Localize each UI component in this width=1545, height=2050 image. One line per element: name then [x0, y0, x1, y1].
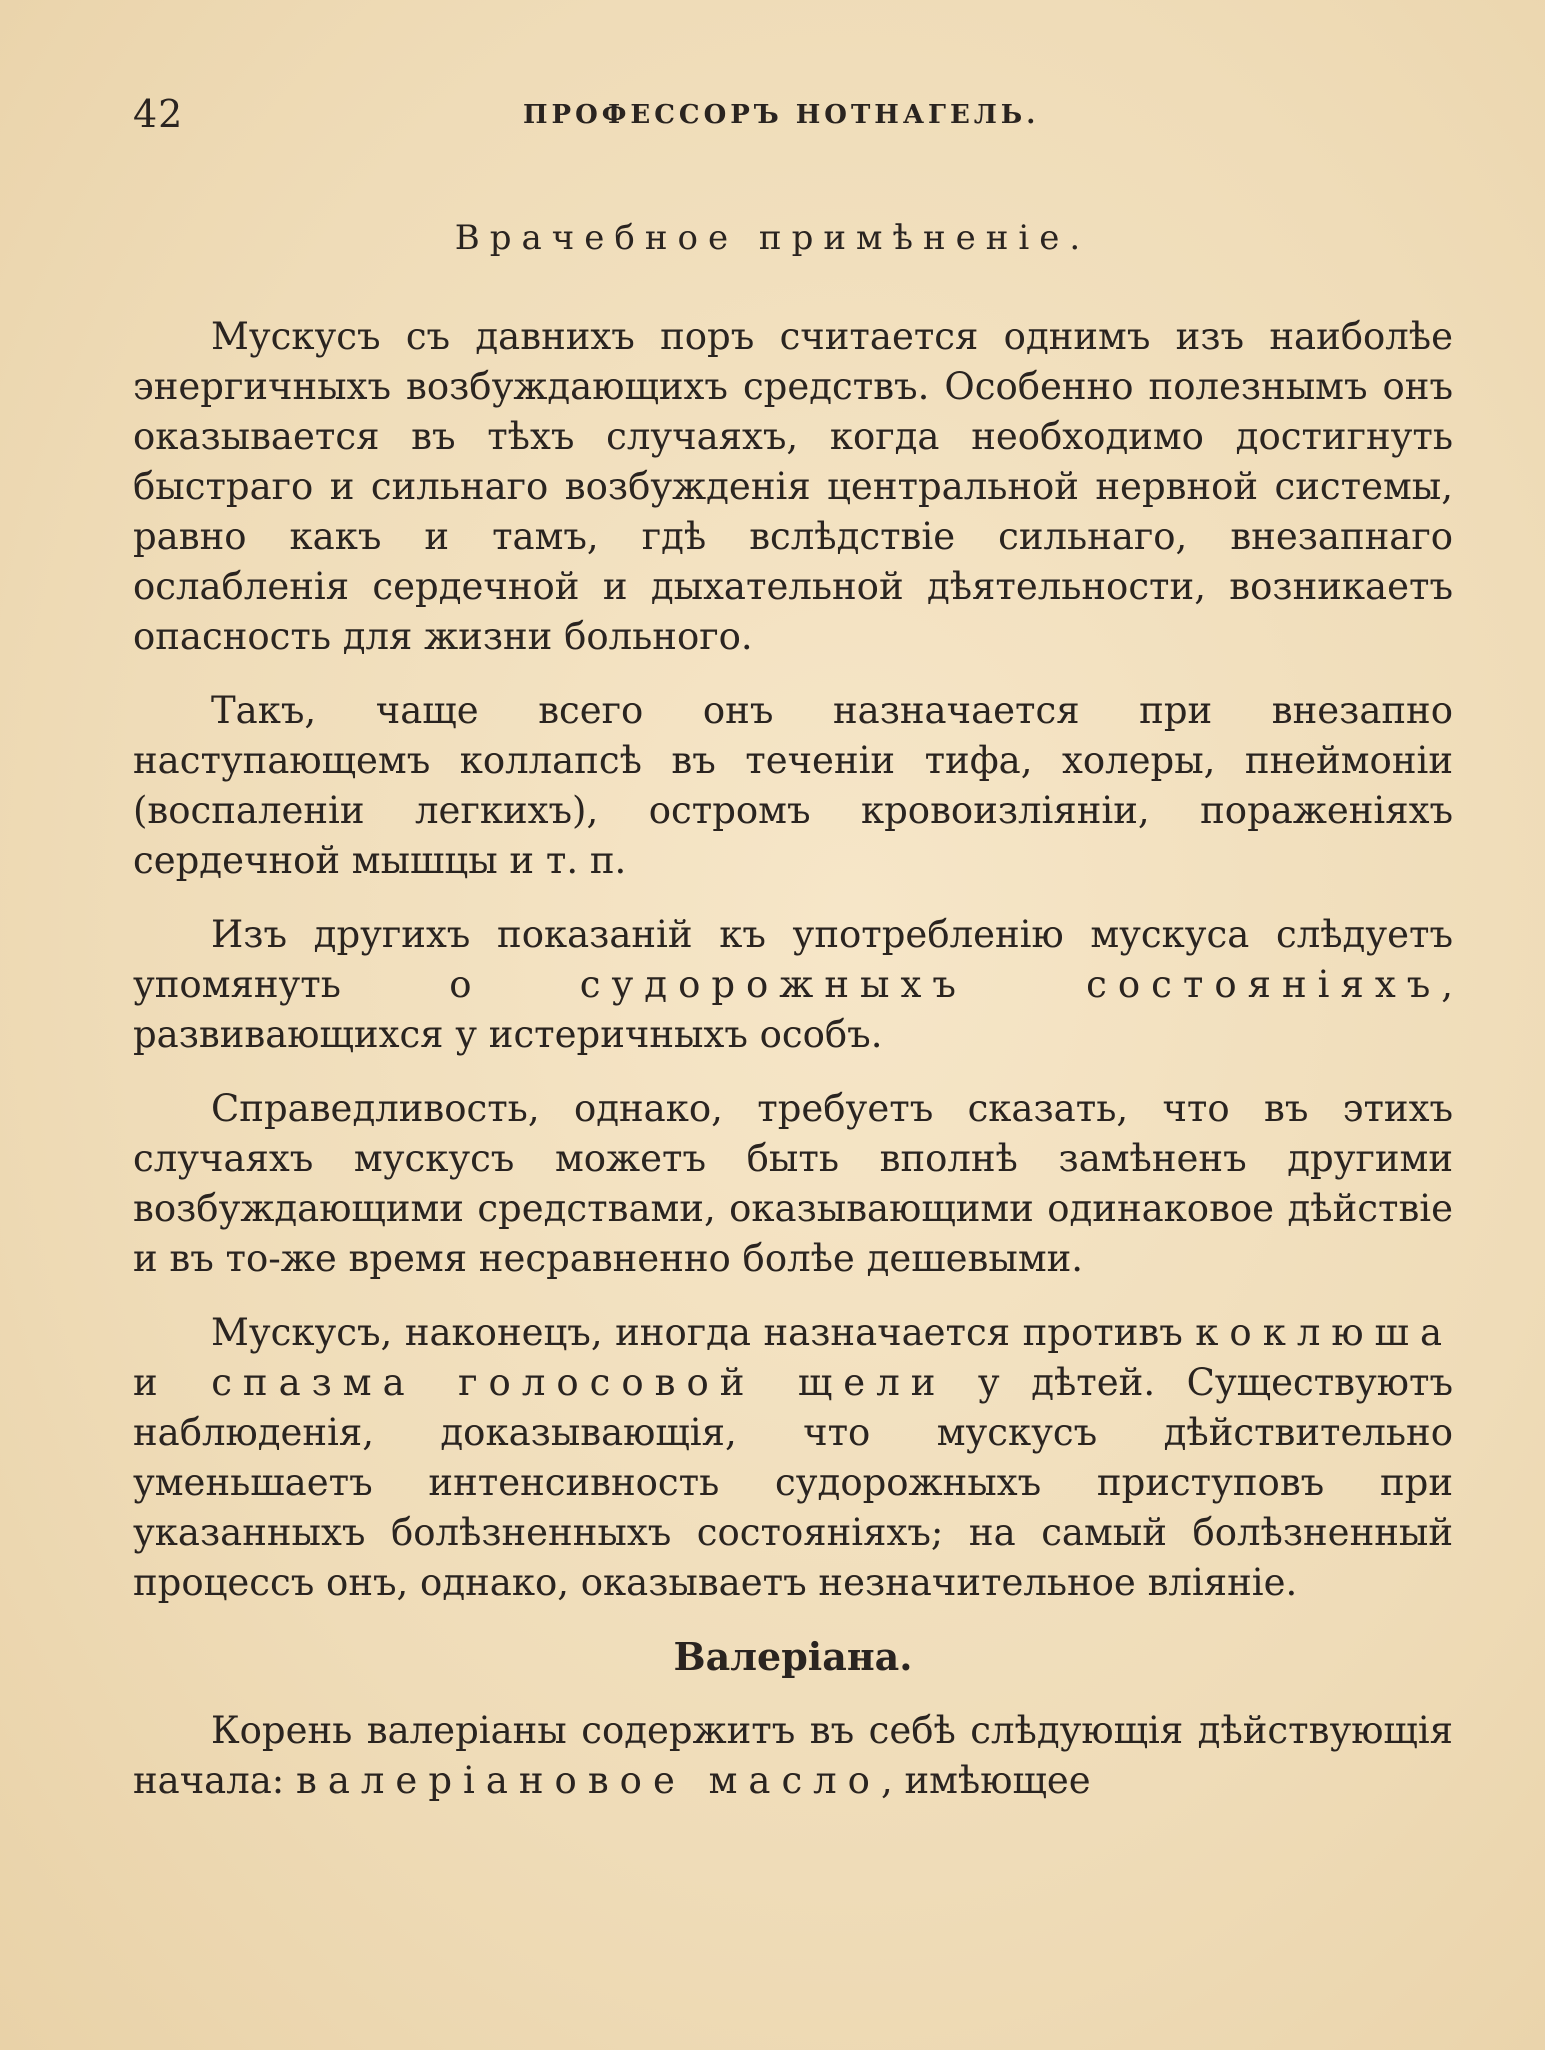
paragraph-1: Мускусъ съ давнихъ поръ считается однимъ изъ наиболѣе энергичныхъ возбуждающихъ средствъ. Особенно полезнымъ онъ оказывается въ тѣхъ случаяхъ, когда необходимо достигнуть быстраго и сильнаго возбужденія центральной нервной системы, равно какъ и тамъ, гдѣ вслѣдствіе сильнаго, внезапнаго ослабленія сердечной и дыхательной дѣятельности, возникаетъ опасность для жизни больного.	[133, 315, 1453, 658]
running-head: ПРОФЕССОРЪ НОТНАГЕЛЬ.	[523, 100, 1040, 130]
subheading-valeriana: Валеріана.	[673, 1634, 913, 1679]
paragraph-6-after: , имѣющее	[880, 1759, 1091, 1802]
paragraph-5	[133, 1308, 1453, 1608]
paragraph-6-before: Корень валеріаны содержитъ въ себѣ слѣдующія дѣйствующія начала:	[133, 1709, 1453, 1802]
paragraph-5-emphasis: коклюша и спазма голосовой щели	[133, 1311, 1453, 1404]
paragraph-2: Такъ, чаще всего онъ назначается при внезапно наступающемъ коллапсѣ въ теченіи тифа, холеры, пнеймоніи (воспаленіи легкихъ), остромъ кровоизліяніи, пораженіяхъ сердечной мышцы и т. п.	[133, 689, 1453, 882]
paragraph-6	[133, 1706, 1453, 1806]
paragraph-6-emphasis: валеріановое масло	[296, 1759, 881, 1802]
section-title: Врачебное примѣненіе.	[454, 218, 1091, 258]
page-header	[133, 92, 1453, 142]
paragraph-3-emphasis: судорожныхъ состояніяхъ	[579, 963, 1442, 1006]
paragraph-4: Справедливость, однако, требуетъ сказать, что въ этихъ случаяхъ мускусъ можетъ быть вполнѣ замѣненъ другими возбуждающими средствами, оказывающими одинаковое дѣйствіе и въ то-же время несравненно болѣе дешевыми.	[133, 1087, 1453, 1280]
paragraph-3-before: Изъ другихъ показаній къ употребленію мускуса слѣдуетъ упомянуть о	[133, 913, 1453, 1006]
paragraph-3-after: , развивающихся у истеричныхъ особъ.	[133, 963, 1453, 1056]
paragraph-5-after: у дѣтей. Существуютъ наблюденія, доказывающія, что мускусъ дѣйствительно уменьшаетъ интенсивность судорожныхъ приступовъ при указанныхъ болѣзненныхъ состояніяхъ; на самый болѣзненный процессъ онъ, однако, оказываетъ незначительное вліяніе.	[133, 1361, 1453, 1604]
page-number: 42	[133, 92, 184, 136]
paragraph-3	[133, 910, 1453, 1060]
paragraph-5-before: Мускусъ, наконецъ, иногда назначается противъ	[211, 1311, 1196, 1354]
body-text	[133, 312, 1453, 1830]
